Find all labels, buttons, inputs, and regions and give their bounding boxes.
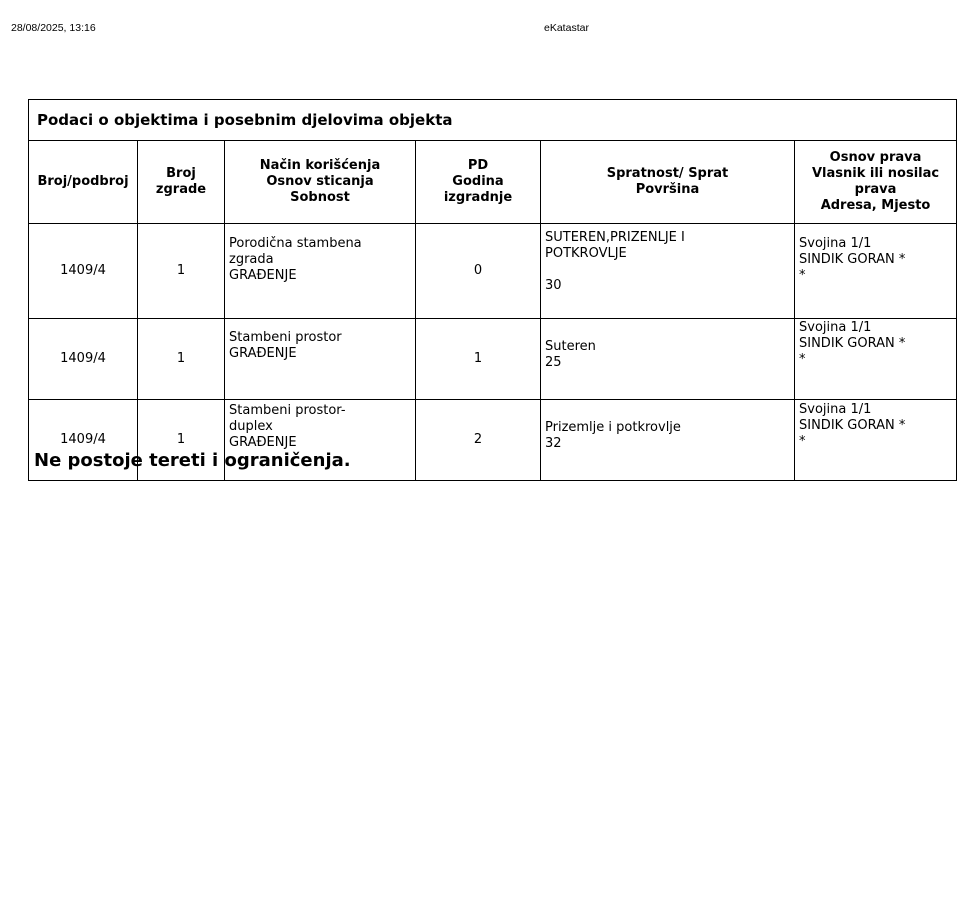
col-header-zgrada: Broj zgrade [138, 141, 225, 224]
povrsina-text: 30 [545, 278, 562, 293]
cell-spratnost [541, 319, 795, 400]
povrsina-text: 32 [545, 436, 562, 451]
table-title: Podaci o objektima i posebnim djelovima objekta [29, 100, 957, 141]
col-header-spratnost: Spratnost/ Sprat Površina [541, 141, 795, 224]
spratnost-text: Suteren [545, 339, 596, 354]
table-row [29, 319, 957, 400]
cell-zgrada: 1 [138, 319, 225, 400]
table-row [29, 224, 957, 319]
encumbrance-notice: Ne postoje tereti i ograničenja. [34, 450, 351, 471]
col-header-osnov: Osnov prava Vlasnik ili nosilac prava Adresa, Mjesto [795, 141, 957, 224]
cell-broj: 1409/4 [29, 224, 138, 319]
table-header-row [29, 141, 957, 224]
print-timestamp: 28/08/2025, 13:16 [11, 22, 96, 34]
print-header [11, 22, 980, 38]
col-header-nacin: Način korišćenja Osnov sticanja Sobnost [225, 141, 416, 224]
spratnost-text: Prizemlje i potkrovlje [545, 420, 681, 435]
cell-broj: 1409/4 [29, 319, 138, 400]
cell-spratnost [541, 224, 795, 319]
cell-osnov: Svojina 1/1 SINDIK GORAN * * [795, 224, 957, 319]
objects-table [28, 99, 957, 481]
cell-zgrada: 1 [138, 224, 225, 319]
cell-osnov: Svojina 1/1 SINDIK GORAN * * [795, 400, 957, 481]
cell-broj: 1409/4 [29, 400, 138, 481]
cell-spratnost [541, 400, 795, 481]
cell-pd: 2 [416, 400, 541, 481]
cell-zgrada: 1 [138, 400, 225, 481]
col-header-broj: Broj/podbroj [29, 141, 138, 224]
cell-osnov: Svojina 1/1 SINDIK GORAN * * [795, 319, 957, 400]
site-name: eKatastar [544, 22, 589, 34]
cell-nacin: Stambeni prostor- duplex GRAĐENJE [225, 400, 416, 481]
povrsina-text: 25 [545, 355, 562, 370]
col-header-pd: PD Godina izgradnje [416, 141, 541, 224]
cell-pd: 1 [416, 319, 541, 400]
cell-nacin: Porodična stambena zgrada GRAĐENJE [225, 224, 416, 319]
spratnost-text: SUTEREN,PRIZENLJE I POTKROVLJE [545, 230, 685, 261]
cell-nacin: Stambeni prostor GRAĐENJE [225, 319, 416, 400]
cell-pd: 0 [416, 224, 541, 319]
